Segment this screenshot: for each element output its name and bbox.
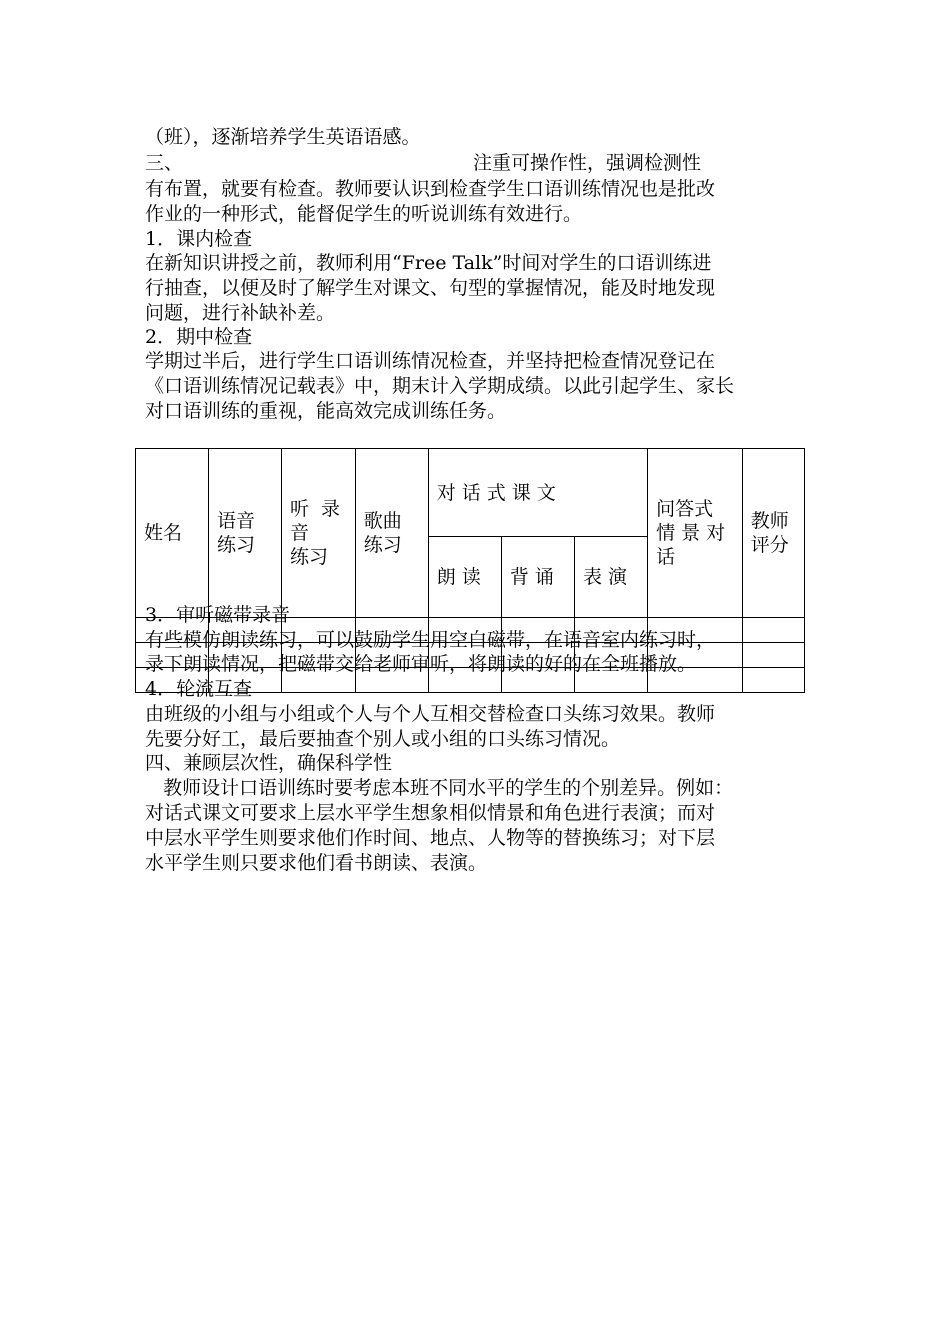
- paragraph-line: （班），逐渐培养学生英语语感。: [145, 126, 421, 148]
- header-name: 姓名: [136, 449, 209, 618]
- subheading: 4．轮流互查: [145, 678, 253, 700]
- paragraph-line: 在新知识讲授之前，教师利用“Free Talk”时间对学生的口语训练进: [145, 252, 712, 274]
- paragraph-line: 水平学生则只要求他们看书朗读、表演。: [145, 852, 488, 874]
- section-number: 三、: [145, 152, 184, 174]
- paragraph-line: 对口语训练的重视，能高效完成训练任务。: [145, 400, 507, 422]
- header-qa: 问答式 情景对 话: [648, 449, 743, 618]
- header-phonetics: 语音 练习: [208, 449, 281, 618]
- paragraph-line: 先要分好工，最后要抽查个别人或小组的口头练习情况。: [145, 728, 621, 750]
- paragraph-line: 作业的一种形式，能督促学生的听说训练有效进行。: [145, 203, 583, 225]
- paragraph-line: 问题，进行补缺补差。: [145, 302, 336, 324]
- section-heading-4: 四、兼顾层次性，确保科学性: [145, 752, 393, 774]
- subheading: 1．课内检查: [145, 228, 253, 250]
- header-recite: 背诵: [501, 537, 574, 618]
- paragraph-line: 《口语训练情况记载表》中，期末计入学期成绩。以此引起学生、家长: [145, 375, 735, 397]
- header-read-aloud: 朗读: [428, 537, 501, 618]
- paragraph-line: 对话式课文可要求上层水平学生想象相似情景和角色进行表演；而对: [145, 802, 716, 824]
- header-song: 歌曲 练习: [355, 449, 428, 618]
- header-listening: 听 录 音 练习: [281, 449, 355, 618]
- paragraph-line: 中层水平学生则要求他们作时间、地点、人物等的替换练习；对下层: [145, 827, 716, 849]
- section-title: 注重可操作性，强调检测性: [473, 152, 702, 174]
- section-heading-3: [145, 150, 701, 176]
- paragraph-line: 学期过半后，进行学生口语训练情况检查，并坚持把检查情况登记在: [145, 350, 716, 372]
- header-perform: 表演: [575, 537, 648, 618]
- paragraph-line: 有些模仿朗读练习，可以鼓励学生用空白磁带，在语音室内练习时，: [145, 629, 716, 651]
- header-teacher: 教师 评分: [742, 449, 804, 618]
- header-dialogue: 对话式课文: [428, 449, 647, 537]
- subheading: 3．审听磁带录音: [145, 604, 291, 626]
- paragraph-line: 有布置，就要有检查。教师要认识到检查学生口语训练情况也是批改: [145, 178, 716, 200]
- paragraph-line: 教师设计口语训练时要考虑本班不同水平的学生的个别差异。例如：: [145, 777, 734, 799]
- paragraph-line: 行抽查，以便及时了解学生对课文、句型的掌握情况，能及时地发现: [145, 277, 716, 299]
- paragraph-line: 由班级的小组与小组或个人与个人互相交替检查口头练习效果。教师: [145, 703, 716, 725]
- paragraph-line: 录下朗读情况，把磁带交给老师审听，将朗读的好的在全班播放。: [145, 653, 697, 675]
- subheading: 2．期中检查: [145, 326, 253, 348]
